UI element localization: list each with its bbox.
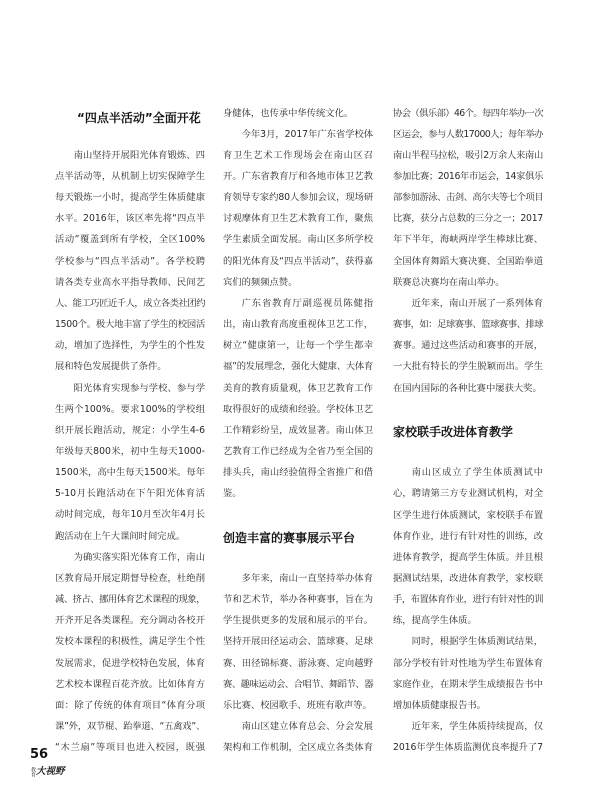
section-heading: 创造丰富的赛事展示平台	[223, 531, 356, 546]
article-column-middle	[223, 103, 373, 759]
article-line: 每天锻炼一小时，提高学生体质健康	[55, 192, 205, 204]
article-line: 2016年学生体质监测优良率提升了7	[393, 742, 543, 754]
article-line: 练，提高学生体质。	[393, 615, 477, 627]
article-line: 身健体，也传承中华传统文化。	[223, 107, 354, 119]
article-line: 年下半年，海峡两岸学生棒球比赛、	[393, 234, 543, 246]
article-line: 赛事，如：足球赛事、篮球赛事、排球	[393, 319, 543, 331]
article-line: 年级每天800米，初中生每天1000-	[55, 446, 205, 458]
article-paragraph	[393, 631, 543, 716]
article-line: 今年3月，2017年广东省学校体	[241, 128, 373, 140]
article-line: 赛、趣味运动会、合唱节、舞蹈节、器	[223, 678, 373, 690]
article-line: 工作精彩纷呈，成效显著。南山体卫	[223, 424, 373, 436]
article-line: 请各类专业高水平指导教师、民间艺	[55, 276, 205, 288]
article-paragraph	[393, 103, 543, 293]
article-line: 面：除了传统的体育项目“体育分项	[55, 699, 205, 711]
article-line: 联赛总决赛均在南山举办。	[393, 276, 505, 288]
article-line: 一大批有特长的学生脱颖而出。学生	[393, 361, 543, 373]
article-paragraph	[223, 103, 373, 124]
article-line: 宾们的频频点赞。	[223, 276, 298, 288]
article-line: 育领导专家约80人参加会议，现场研	[223, 192, 373, 204]
article-paragraph	[393, 716, 543, 758]
article-line: 全国体育舞蹈大赛决赛、全国跆拳道	[393, 255, 543, 267]
article-line: 据测试结果，改进体育教学，家校联	[393, 572, 543, 584]
article-line: 体育作业，进行有针对性的训练，改	[393, 530, 543, 542]
article-line: 发校本课程的积极性，满足学生个性	[55, 636, 205, 648]
article-line: 节和艺术节，举办各种赛事，旨在为	[223, 594, 373, 606]
article-line: 1500个。极大地丰富了学生的校园活	[55, 319, 205, 331]
article-line: 南山坚持开展阳光体育锻炼、四	[73, 149, 205, 161]
article-paragraph	[223, 716, 373, 758]
article-line: 减、挤占、挪用体育艺术课程的现象，	[55, 594, 205, 606]
article-paragraph	[55, 378, 205, 547]
article-line: 美育的教育质量观，体卫艺教育工作	[223, 382, 373, 394]
article-line: 点半活动等，从机制上切实保障学生	[55, 170, 205, 182]
article-line: 艺教育工作已经成为全省乃至全国的	[223, 446, 373, 457]
article-line: 赛事。通过这些活动和赛事的开展，	[393, 340, 543, 352]
article-line: 协会（俱乐部）46个。每四年举办一次	[393, 107, 543, 119]
article-line: 课”外，双节棍、跆拳道、“五禽戏”、	[55, 721, 205, 733]
article-line: 比赛，获分占总数的三分之一；2017	[393, 213, 543, 225]
article-line: 在国内国际的各种比赛中屡获大奖。	[393, 382, 542, 394]
article-line: 出，南山教育高度重视体卫艺工作，	[223, 319, 373, 331]
magazine-logo	[30, 765, 65, 778]
logo-main-text: 大视野	[36, 765, 65, 777]
article-line: 排头兵，南山经验值得全省推广和借	[223, 467, 373, 479]
article-line: 同时，根据学生体质测试结果，	[411, 636, 543, 648]
article-line: 南山区成立了学生体质测试中	[411, 467, 543, 479]
article-line: 动，增加了选择性，为学生的个性发	[55, 340, 205, 352]
article-paragraph	[223, 293, 373, 505]
article-line: 的阳光体育及“四点半活动”，获得嘉	[223, 255, 373, 267]
article-line: 织开展长跑活动，规定：小学生4-6	[55, 424, 205, 436]
article-line: 部参加游泳、击剑、高尔夫等七个项目	[393, 192, 543, 204]
article-line: 跑活动在上午大课间时间完成。	[55, 530, 186, 542]
article-line: 生两个100%。要求100%的学校组	[55, 403, 205, 415]
article-paragraph	[393, 462, 543, 631]
article-column-right	[393, 103, 543, 759]
article-line: 学生提供更多的发展和展示的平台。	[223, 615, 373, 627]
article-line: 广东省教育厅副巡视员陈健指	[241, 297, 373, 309]
article-paragraph	[223, 568, 373, 716]
article-line: 多年来，南山一直坚持举办体育	[241, 572, 373, 584]
article-line: 鉴。	[223, 488, 242, 500]
article-paragraph	[55, 145, 205, 378]
article-line: 水平。2016年，该区率先将“四点半	[55, 213, 205, 225]
article-line: 人、能工巧匠近千人，成立各类社团约	[55, 297, 205, 309]
article-line: 家庭作业，在期末学生成绩报告书中	[393, 678, 543, 690]
article-line: 南山半程马拉松，吸引2万余人来南山	[393, 149, 543, 161]
article-line: 取得很好的成绩和经验。学校体卫艺	[223, 403, 373, 415]
article-line: 区运会，参与人数17000人；每年举办	[393, 128, 543, 140]
article-paragraph	[55, 547, 205, 759]
article-line: 5-10月长跑活动在下午阳光体育活	[55, 488, 205, 500]
article-line: 区学生进行体质测试，家校联手布置	[393, 509, 543, 521]
article-line: 开。广东省教育厅和各地市体卫艺教	[223, 170, 373, 182]
article-line: 近年来，南山开展了一系列体育	[411, 297, 543, 309]
article-line: 乐比赛、校园歌手、班班有歌声等。	[223, 699, 372, 711]
article-line: 近年来，学生体质持续提高，仅	[411, 721, 543, 733]
article-line: 参加比赛；2016年市运会，14家俱乐	[393, 170, 543, 182]
article-line: 艺术校本课程百花齐放。比如体育方	[55, 678, 205, 690]
article-line: 学生素质全面发展。南山区多所学校	[223, 234, 373, 246]
article-line: 坚持开展田径运动会、篮球赛、足球	[223, 636, 373, 648]
article-line: 讨观摩体育卫生艺术教育工作，聚焦	[223, 213, 373, 225]
article-line: 福”的发展理念，强化大健康、大体育	[223, 361, 373, 373]
article-line: 区教育局开展定期督导检查，杜绝削	[55, 572, 205, 584]
article-line: 部分学校有针对性地为学生布置体育	[393, 657, 543, 669]
article-line: 1500米，高中生每天1500米。每年	[55, 467, 205, 479]
article-line: 增加体质健康报告书。	[393, 699, 486, 711]
article-line: 南山区建立体育总会、分会发展	[241, 721, 373, 733]
article-line: 心，聘请第三方专业测试机构，对全	[393, 488, 543, 500]
article-line: 发展需求，促进学校特色发展，体育	[55, 657, 205, 669]
article-line: 手，布置体育作业，进行有针对性的训	[393, 594, 543, 606]
article-line: 树立“健康第一，让每一个学生都幸	[223, 340, 373, 352]
article-line: 动时间完成，每年10月至次年4月长	[55, 509, 205, 521]
article-line: 架构和工作机制，全区成立各类体育	[223, 742, 373, 754]
article-paragraph	[393, 293, 543, 399]
article-line: 赛、田径锦标赛、游泳赛、定向越野	[223, 657, 373, 669]
section-heading: “四点半活动”全面开花	[77, 110, 201, 125]
article-line: 进体育教学，提高学生体质。并且根	[393, 551, 543, 563]
article-paragraph	[223, 124, 373, 293]
article-line: 开齐开足各类课程。充分调动各校开	[55, 615, 205, 627]
logo-small-text: 教育	[30, 766, 36, 777]
article-line: “木兰扇”等项目也进入校园，既强	[55, 742, 205, 754]
page-number: 56	[30, 747, 49, 762]
article-line: 活动”覆盖到所有学校，全区100%	[55, 234, 205, 246]
article-line: 阳光体育实现参与学校、参与学	[73, 382, 205, 394]
section-heading: 家校联手改进体育教学	[393, 425, 514, 440]
article-line: 育卫生艺术工作现场会在南山区召	[223, 149, 373, 161]
article-column-left	[55, 103, 205, 759]
article-line: 为确实落实阳光体育工作，南山	[73, 551, 205, 563]
article-line: 展和特色发展提供了条件。	[55, 361, 167, 373]
article-line: 学校参与“四点半活动”。各学校聘	[55, 255, 205, 267]
